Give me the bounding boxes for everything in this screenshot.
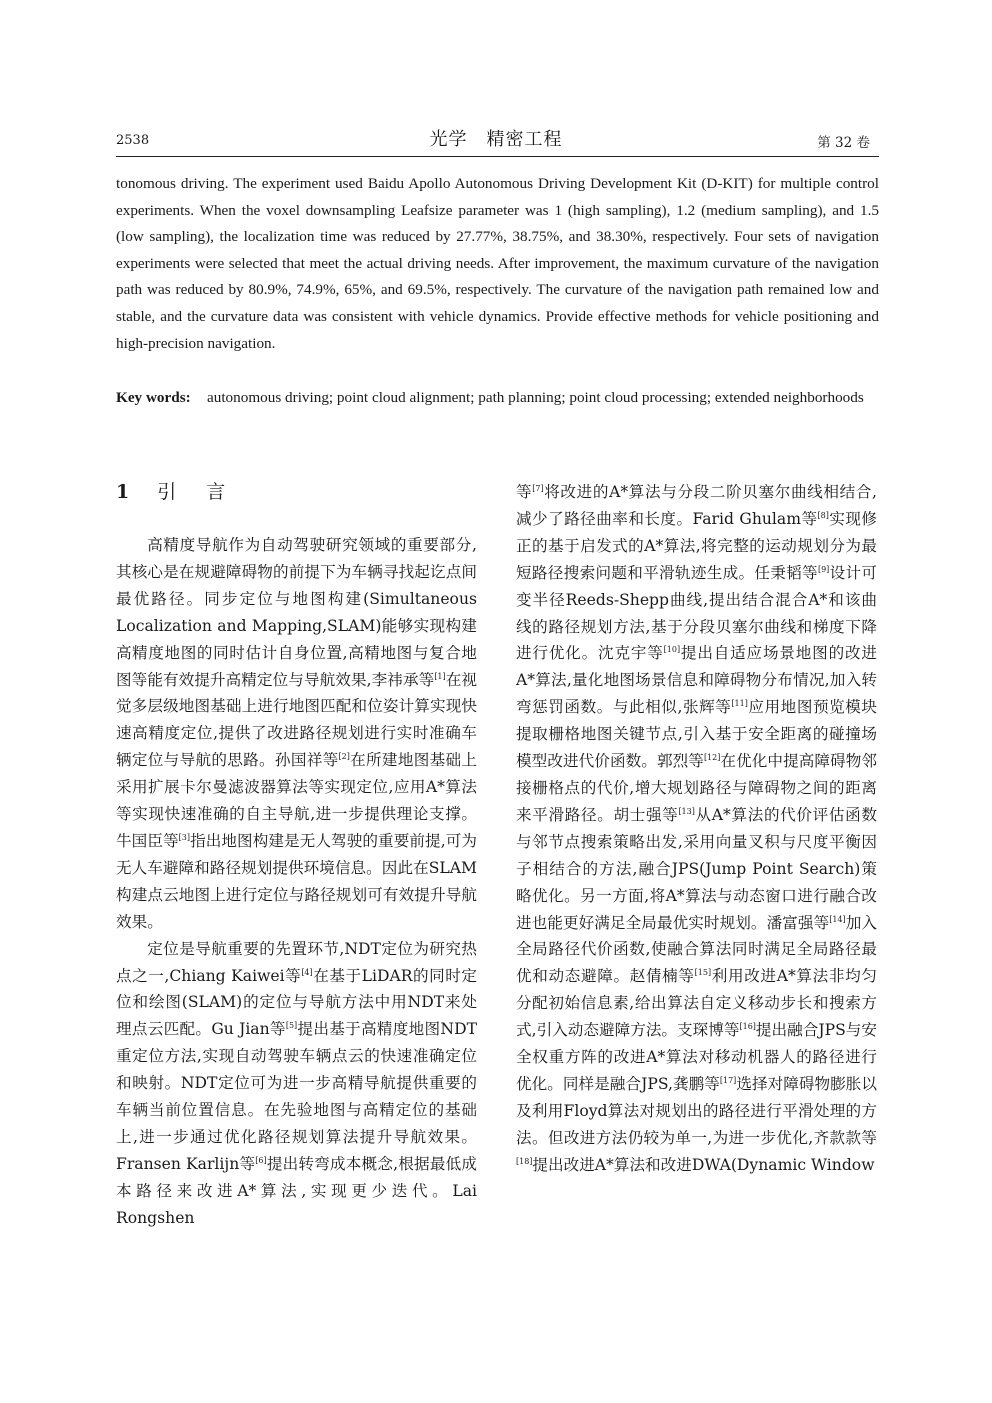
keywords: [116, 385, 879, 412]
citation-ref: [7]: [532, 483, 544, 493]
abstract-text: tonomous driving. The experiment used Baidu Apollo Autonomous Driving Development Kit (D-KIT) for multiple control experiments. When the voxel downsampling Leafsize parameter was 1 (high sampling), 1.2 (medium sampling), and 1.5 (low sampling), the localization time was reduced by 27.77%, 38.75%, and 38.30%, respectively. Four sets of navigation experiments were selected that meet the actual driving needs. After improvement, the maximum curvature of the navigation path was reduced by 80.9%, 74.9%, 65%, and 69.5%, respectively. The curvature of the navigation path remained low and stable, and the curvature data was consistent with vehicle dynamics. Provide effective methods for vehicle positioning and high-precision navigation.: [116, 175, 879, 352]
paragraph: 等[7]将改进的A*算法与分段二阶贝塞尔曲线相结合,减少了路径曲率和长度。Farid Ghulam等[8]实现修正的基于启发式的A*算法,将完整的运动规划分为最短路径搜索问题和平滑轨迹生成。任秉韬等[9]设计可变半径Reeds-Shepp曲线,提出结合混合A*和该曲线的路径规划方法,基于分段贝塞尔曲线和梯度下降进行优化。沈克宇等[10]提出自适应场景地图的改进A*算法,量化地图场景信息和障碍物分布情况,加入转弯惩罚函数。与此相似,张辉等[11]应用地图预览模块提取栅格地图关键节点,引入基于安全距离的碰撞场模型改进代价函数。郭烈等[12]在优化中提高障碍物邻接栅格点的代价,增大规划路径与障碍物之间的距离来平滑路径。胡士强等[13]从A*算法的代价评估函数与邻节点搜索策略出发,采用向量叉积与尺度平衡因子相结合的方法,融合JPS(Jump Point Search)策略优化。另一方面,将A*算法与动态窗口进行融合改进也能更好满足全局最优实时规划。潘富强等[14]加入全局路径代价函数,使融合算法同时满足全局路径最优和动态避障。赵倩楠等[15]利用改进A*算法非均匀分配初始信息素,给出算法自定义移动步长和搜索方式,引入动态避障方法。支琛博等[16]提出融合JPS与安全权重方阵的改进A*算法对移动机器人的路径进行优化。同样是融合JPS,龚鹏等[17]选择对障碍物膨胀以及利用Floyd算法对规划出的路径进行平滑处理的方法。但改进方法仍较为单一,为进一步优化,齐款款等[18]提出改进A*算法和改进DWA(Dynamic Window: [516, 483, 877, 1174]
section-number: 1: [116, 481, 130, 503]
section-heading: [116, 479, 477, 506]
citation-ref: [12]: [703, 752, 721, 762]
citation-ref: [14]: [829, 914, 846, 924]
header-rule: [116, 156, 879, 157]
citation-ref: [4]: [301, 967, 313, 977]
citation-ref: [3]: [178, 832, 190, 842]
citation-ref: [2]: [338, 752, 350, 762]
section-title: 引言: [157, 481, 256, 503]
volume-label: 第 32 卷: [817, 135, 870, 151]
citation-ref: [15]: [694, 968, 712, 978]
right-column: [516, 479, 877, 1179]
citation-ref: [16]: [739, 1021, 756, 1031]
citation-ref: [10]: [663, 645, 681, 655]
citation-ref: [13]: [678, 806, 695, 816]
citation-ref: [18]: [516, 1156, 533, 1166]
page-number: 2538: [116, 133, 150, 148]
paragraph: 高精度导航作为自动驾驶研究领域的重要部分,其核心是在规避障碍物的前提下为车辆寻找起讫点间最优路径。同步定位与地图构建(Simultaneous Localization and Mapping,SLAM)能够实现构建高精度地图的同时估计自身位置,高精地图与复合地图等能有效提升高精定位与导航效果,李祎承等[1]在视觉多层级地图基础上进行地图匹配和位姿计算实现快速高精度定位,提供了改进路径规划进行实时准确车辆定位与导航的思路。孙国祥等[2]在所建地图基础上采用扩展卡尔曼滤波器算法等实现定位,应用A*算法等实现快速准确的自主导航,进一步提供理论支撑。牛国臣等[3]指出地图构建是无人驾驶的重要前提,可为无人车避障和路径规划提供环境信息。因此在SLAM构建点云地图上进行定位与路径规划可有效提升导航效果。: [116, 536, 477, 931]
citation-ref: [6]: [255, 1155, 267, 1165]
citation-ref: [11]: [731, 699, 748, 709]
citation-ref: [17]: [719, 1075, 737, 1085]
citation-ref: [9]: [817, 564, 830, 574]
keywords-text: autonomous driving; point cloud alignment; path planning; point cloud processing; extended neighborhoods: [207, 389, 864, 406]
citation-ref: [8]: [817, 510, 829, 520]
left-column: [116, 479, 477, 1232]
paragraph: 定位是导航重要的先置环节,NDT定位为研究热点之一,Chiang Kaiwei等[4]在基于LiDAR的同时定位和绘图(SLAM)的定位与导航方法中用NDT来处理点云匹配。Gu Jian等[5]提出基于高精度地图NDT重定位方法,实现自动驾驶车辆点云的快速准确定位和映射。NDT定位可为进一步高精导航提供重要的车辆当前位置信息。在先验地图与高精定位的基础上,进一步通过优化路径规划算法提升导航效果。Fransen Karlijn等[6]提出转弯成本概念,根据最低成本路径来改进A*算法,实现更少迭代。Lai Rongshen: [116, 939, 477, 1227]
citation-ref: [1]: [434, 671, 446, 681]
citation-ref: [5]: [285, 1021, 298, 1031]
keywords-label: Key words:: [116, 389, 191, 406]
journal-title: 光学 精密工程: [429, 129, 563, 150]
